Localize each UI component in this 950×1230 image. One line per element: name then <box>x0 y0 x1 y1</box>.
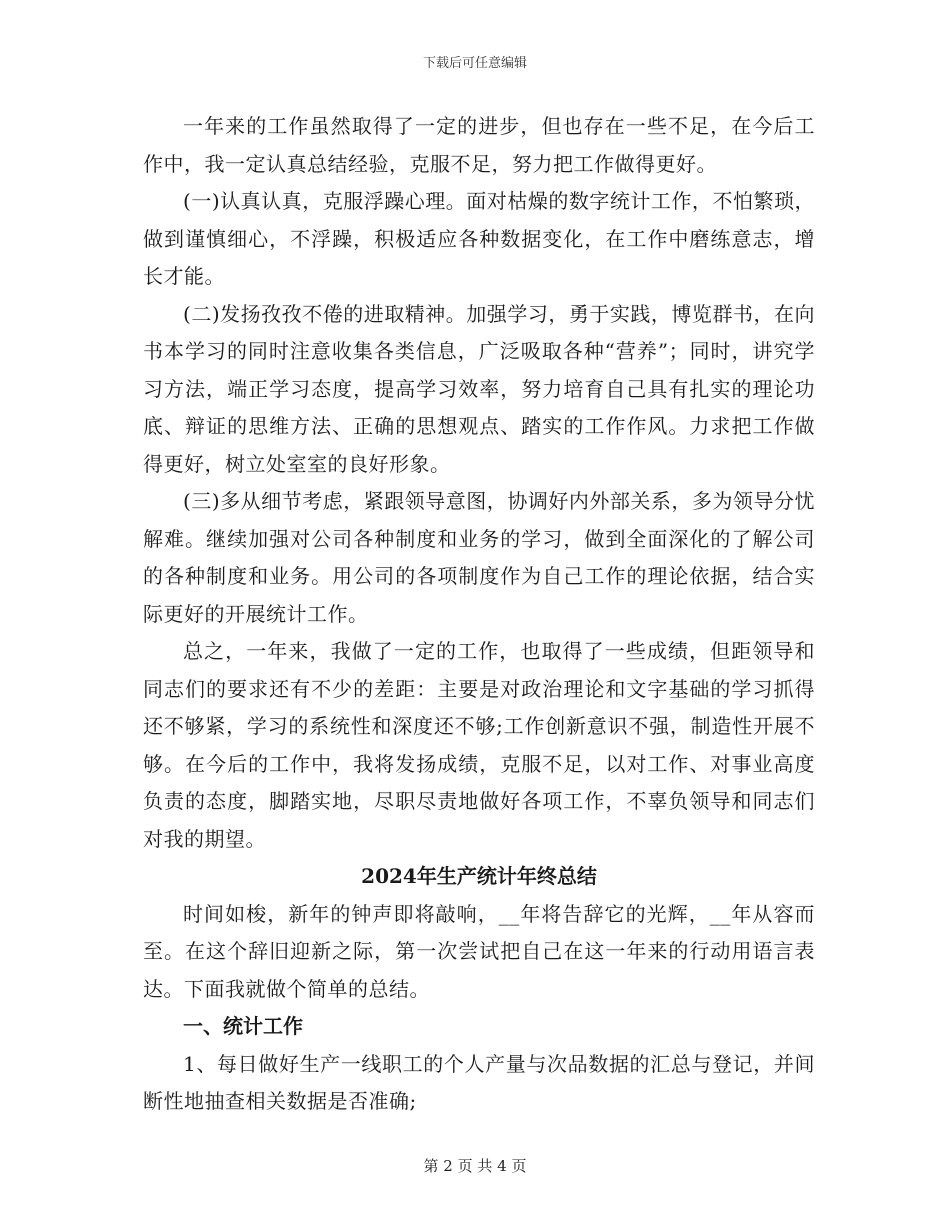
paragraph-point-two: (二)发扬孜孜不倦的进取精神。加强学习，勇于实践，博览群书，在向书本学习的同时注意收集各类信息，广泛吸取各种“营养”；同时，讲究学习方法，端正学习态度，提高学习效率，努力培育自己具有扎实的理论功底、辩证的思维方法、正确的思想观点、踏实的工作作风。力求把工作做得更好，树立处室室的良好形象。 <box>143 301 815 476</box>
section-heading-statistics: 一、统计工作 <box>183 1014 303 1038</box>
paragraph-summary-intro: 一年来的工作虽然取得了一定的进步，但也存在一些不足，在今后工作中，我一定认真总结经验，克服不足，努力把工作做得更好。 <box>143 114 815 176</box>
document-title: 2024年生产统计年终总结 <box>361 864 597 888</box>
paragraph-new-intro: 时间如梭，新年的钟声即将敲响，__年将告辞它的光辉，__年从容而至。在这个辞旧迎新之际，第一次尝试把自己在这一年来的行动用语言表达。下面我就做个简单的总结。 <box>143 901 815 1001</box>
page-footer: 第 2 页 共 4 页 <box>423 1157 527 1175</box>
document-body <box>143 108 815 1121</box>
paragraph-point-three: (三)多从细节考虑，紧跟领导意图，协调好内外部关系，多为领导分忧解难。继续加强对公司各种制度和业务的学习，做到全面深化的了解公司的各种制度和业务。用公司的各项制度作为自己工作的理论依据，结合实际更好的开展统计工作。 <box>143 489 815 626</box>
paragraph-conclusion: 总之，一年来，我做了一定的工作，也取得了一些成绩，但距领导和同志们的要求还有不少的差距：主要是对政治理论和文字基础的学习抓得还不够紧，学习的系统性和深度还不够;工作创新意识不强，制造性开展不够。在今后的工作中，我将发扬成绩，克服不足，以对工作、对事业高度负责的态度，脚踏实地，尽职尽责地做好各项工作，不辜负领导和同志们对我的期望。 <box>143 639 815 851</box>
list-item-daily-data: 1、每日做好生产一线职工的个人产量与次品数据的汇总与登记，并间断性地抽查相关数据是否准确; <box>143 1051 815 1113</box>
paragraph-point-one: (一)认真认真，克服浮躁心理。面对枯燥的数字统计工作，不怕繁琐，做到谨慎细心，不浮躁，积极适应各种数据变化，在工作中磨练意志，增长才能。 <box>143 189 815 288</box>
page-header: 下载后可任意编辑 <box>422 56 527 71</box>
